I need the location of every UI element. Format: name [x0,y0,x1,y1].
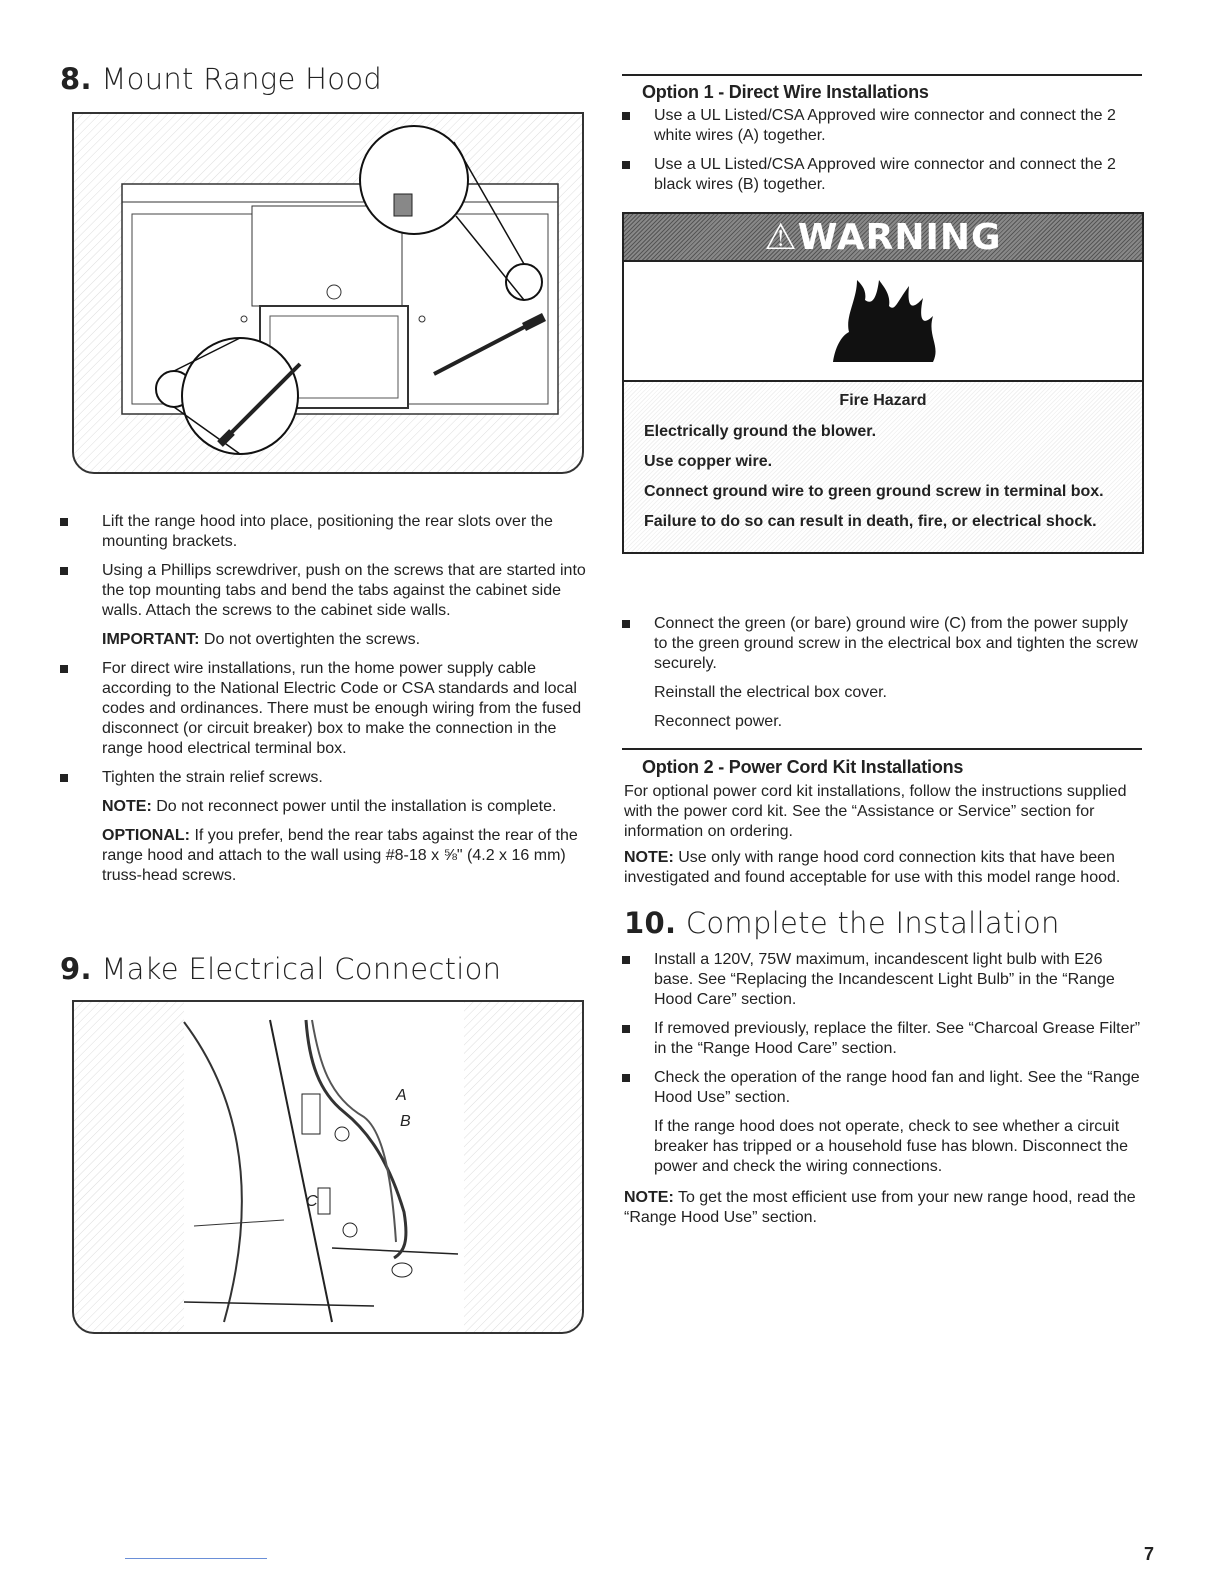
list-item [622,106,1142,146]
label-a: A [396,1087,407,1104]
warning-banner [624,214,1142,260]
section-title: Mount Range Hood [101,62,383,96]
note-text: To get the most efficient use from your new range hood, read the “Range Hood Use” section. [624,1189,1136,1226]
bullet-icon [622,112,630,120]
important-text: Do not overtighten the screws. [199,631,421,648]
section-8-steps [60,512,590,895]
ground-steps [622,614,1142,741]
list-item [622,1019,1142,1059]
option-2-note [624,848,1140,888]
section-number: 9. [60,952,92,986]
note-label: NOTE: [102,798,152,815]
mount-range-hood-illustration [72,112,584,474]
important-label: IMPORTANT: [102,631,200,648]
step-text: If removed previously, replace the filter. See “Charcoal Grease Filter” in the “Range Hood Care” section. [654,1020,1141,1057]
list-item [622,614,1142,674]
warning-line: Use copper wire. [644,453,773,470]
bullet-icon [60,774,68,782]
section-8-heading [60,62,382,96]
divider [622,748,1142,750]
important-note [60,630,590,650]
section-number: 10. [624,906,677,940]
bullet-icon [622,1074,630,1082]
section-title: Complete the Installation [685,906,1060,940]
bullet-icon [622,620,630,628]
optional-text: If you prefer, bend the rear tabs against the rear of the range hood and attach to the wall using #8-18 x ⅝" (4.2 x 16 mm) truss-head screws. [102,827,578,884]
warning-line: Connect ground wire to green ground screw in terminal box. [644,483,1104,500]
note-text: Do not reconnect power until the installation is complete. [151,798,557,815]
range-hood-diagram [74,114,582,472]
bullet-icon [622,1025,630,1033]
note [60,797,590,817]
hazard-title: Fire Hazard [839,392,927,409]
bullet-icon [622,161,630,169]
section-10-heading [624,906,1060,940]
footer-line [125,1558,267,1559]
optional-label: OPTIONAL: [102,827,190,844]
list-item [622,155,1142,195]
step-text: Tighten the strain relief screws. [102,769,323,786]
wiring-diagram [74,1002,582,1332]
option-2-text: For optional power cord kit installations, follow the instructions supplied with the power cord kit. See the “Assistance or Service” section for information on ordering. [624,783,1127,840]
page-number: 7 [1143,1544,1154,1564]
list-item [60,659,590,759]
reconnect-text: Reconnect power. [654,713,783,730]
electrical-connection-illustration [72,1000,584,1334]
step-text: For direct wire installations, run the home power supply cable according to the National Electric Code or CSA standards and local codes and ordinances. There must be enough wiring from the fused disconnect (or circuit breaker) box to make the connection in the range hood electrical terminal box. [102,660,582,757]
note-label: NOTE: [624,849,674,866]
step-text: Use a UL Listed/CSA Approved wire connector and connect the 2 white wires (A) together. [654,107,1116,144]
list-item [622,950,1142,1010]
bullet-icon [60,518,68,526]
troubleshoot-text: If the range hood does not operate, check to see whether a circuit breaker has tripped or a household fuse has blown. Disconnect the power and check the wiring connections. [654,1118,1129,1175]
list-item [60,512,590,552]
step-text: Install a 120V, 75W maximum, incandescent light bulb with E26 base. See “Replacing the Incandescent Light Bulb” in the “Range Hood Care” section. [654,951,1115,1008]
list-item [60,768,590,788]
note-text: Use only with range hood cord connection kits that have been investigated and found acceptable for use with this model range hood. [624,849,1121,886]
final-note [624,1188,1140,1228]
step-text: Using a Phillips screwdriver, push on the screws that are started into the top mounting tabs and bend the tabs against the cabinet side walls. Attach the screws to the cabinet side walls. [102,562,586,619]
label-b: B [400,1113,411,1130]
list-item [60,561,590,621]
bullet-icon [60,665,68,673]
note-label: NOTE: [624,1189,674,1206]
warning-box [622,212,1144,554]
option-2-heading: Option 2 - Power Cord Kit Installations [642,757,964,777]
step-text: Use a UL Listed/CSA Approved wire connector and connect the 2 black wires (B) together. [654,156,1116,193]
step-text: Check the operation of the range hood fan and light. See the “Range Hood Use” section. [654,1069,1140,1106]
step-text: Connect the green (or bare) ground wire (C) from the power supply to the green ground screw in the electrical box and tighten the screw securely. [654,615,1138,672]
list-item [622,1068,1142,1108]
reinstall-text: Reinstall the electrical box cover. [654,684,887,701]
warning-title: ⚠WARNING [764,216,1002,258]
section-9-heading [60,952,501,986]
warning-line: Electrically ground the blower. [644,423,877,440]
label-c: C [306,1193,318,1210]
fire-hazard-symbol [624,260,1142,380]
bullet-icon [622,956,630,964]
fire-icon [823,276,943,366]
warning-line: Failure to do so can result in death, fire, or electrical shock. [644,513,1097,530]
step-text: Lift the range hood into place, positioning the rear slots over the mounting brackets. [102,513,553,550]
section-number: 8. [60,62,92,96]
bullet-icon [60,567,68,575]
divider [622,74,1142,76]
section-10-steps [622,950,1142,1186]
optional-note [60,826,590,886]
option-1-steps [622,106,1142,204]
warning-body [624,380,1142,552]
option-1-heading: Option 1 - Direct Wire Installations [642,82,929,102]
section-title: Make Electrical Connection [101,952,502,986]
